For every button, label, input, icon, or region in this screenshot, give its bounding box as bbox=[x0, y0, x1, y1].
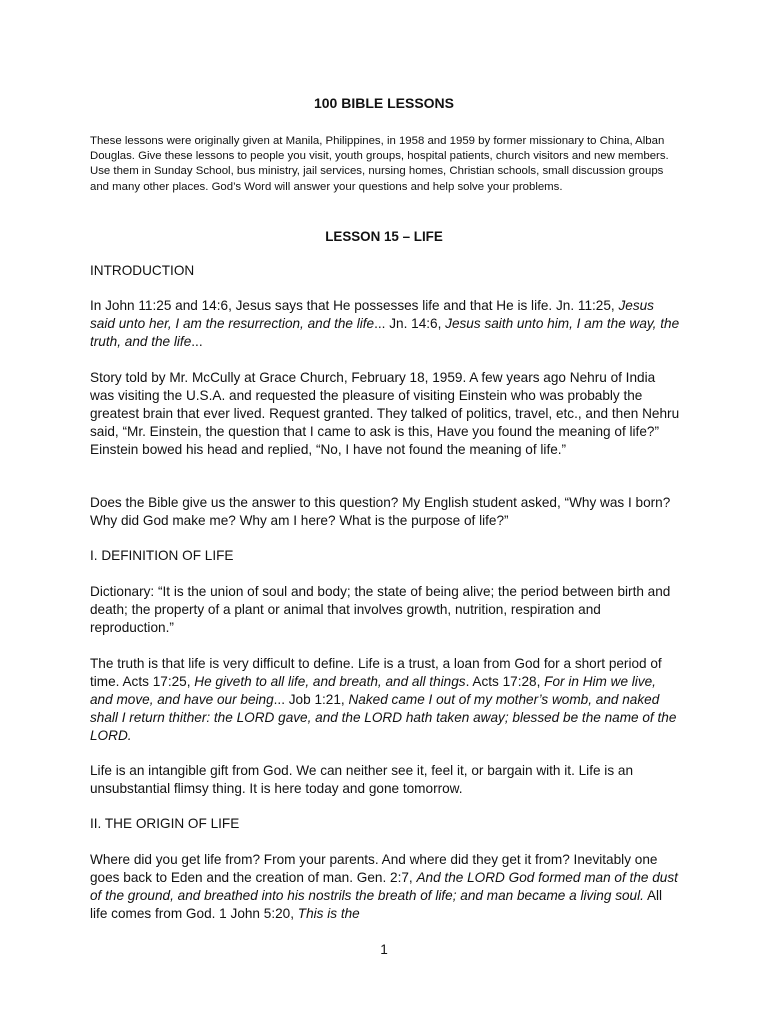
paragraph-5-quote-b: For in Him we live, and move, and have our being bbox=[90, 673, 656, 707]
paragraph-7-text-c: All life comes from God. 1 John 5:20, bbox=[90, 887, 663, 921]
paragraph-5-quote-c: Naked came I out of my mother’s womb, and naked shall I return thither: the LORD gave, and the LORD hath taken away; blessed be the name of the LORD. bbox=[90, 691, 677, 743]
paragraph-5-text-e: ... Job 1:21, bbox=[273, 691, 349, 707]
lesson-title: LESSON 15 – LIFE bbox=[325, 229, 443, 244]
document-title: 100 BIBLE LESSONS bbox=[313, 95, 455, 111]
paragraph-1-quote-b: Jesus saith unto him, I am the way, the truth, and the life bbox=[90, 315, 680, 349]
paragraph-7-quote-b: This is the bbox=[297, 905, 360, 921]
document-page bbox=[90, 0, 690, 1024]
paragraph-1 bbox=[90, 297, 680, 351]
page-number: 1 bbox=[380, 942, 388, 957]
paragraph-7-text-a: Where did you get life from? From your parents. And where did they get it from? Inevitably one goes back to Eden and the creation of man. Gen. 2:7, bbox=[90, 852, 658, 885]
intro-note: These lessons were originally given at Manila, Philippines, in 1958 and 1959 by former missionary to China, Alban Douglas. Give these lessons to people you visit, youth groups, hospital patients, church visitors and new members. Use them in Sunday School, bus ministry, jail services, nursing homes, Christian schools, small discussion groups and many other places. God’s Word will answer your questions and help solve your problems. bbox=[90, 135, 669, 193]
paragraph-5-quote-a: He giveth to all life, and breath, and all things bbox=[194, 673, 466, 689]
paragraph-2: Story told by Mr. McCully at Grace Church, February 18, 1959. A few years ago Nehru of India was visiting the U.S.A. and requested the pleasure of visiting Einstein who was probably the greatest brain that ever lived. Request granted. They talked of politics, travel, etc., and then Nehru said, “Mr. Einstein, the question that I came to ask is this, Have you found the meaning of life?” Einstein bowed his head and replied, “No, I have not found the meaning of life.” bbox=[90, 370, 680, 457]
paragraph-7 bbox=[90, 851, 680, 923]
paragraph-3: Does the Bible give us the answer to this question? My English student asked, “Why was I born? Why did God make me? Why am I here? What is the purpose of life?” bbox=[90, 495, 671, 528]
introduction-heading: INTRODUCTION bbox=[90, 263, 195, 278]
origin-heading: II. THE ORIGIN OF LIFE bbox=[90, 816, 240, 831]
paragraph-7-quote-a: And the LORD God formed man of the dust of the ground, and breathed into his nostrils the breath of life; and man became a living soul. bbox=[90, 869, 678, 903]
paragraph-5-text-a: The truth is that life is very difficult to define. Life is a trust, a loan from God for a short period of time. Acts 17:25, bbox=[90, 656, 662, 689]
paragraph-5 bbox=[90, 655, 680, 745]
definition-heading: I. DEFINITION OF LIFE bbox=[90, 548, 234, 563]
paragraph-5-text-c: . Acts 17:28, bbox=[465, 673, 545, 689]
paragraph-6: Life is an intangible gift from God. We can neither see it, feel it, or bargain with it. Life is an unsubstantial flimsy thing. It is here today and gone tomorrow. bbox=[90, 763, 634, 796]
paragraph-1-text-a: In John 11:25 and 14:6, Jesus says that He possesses life and that He is life. Jn. 11:25, bbox=[90, 298, 619, 313]
paragraph-1-quote-a: Jesus said unto her, I am the resurrection, and the life bbox=[90, 298, 654, 331]
paragraph-4: Dictionary: “It is the union of soul and body; the state of being alive; the period between birth and death; the property of a plant or animal that involves growth, nutrition, respiration and reproduction.” bbox=[90, 584, 671, 635]
paragraph-1-text-c: ... Jn. 14:6, bbox=[374, 315, 446, 331]
paragraph-1-text-e: ... bbox=[191, 333, 203, 349]
